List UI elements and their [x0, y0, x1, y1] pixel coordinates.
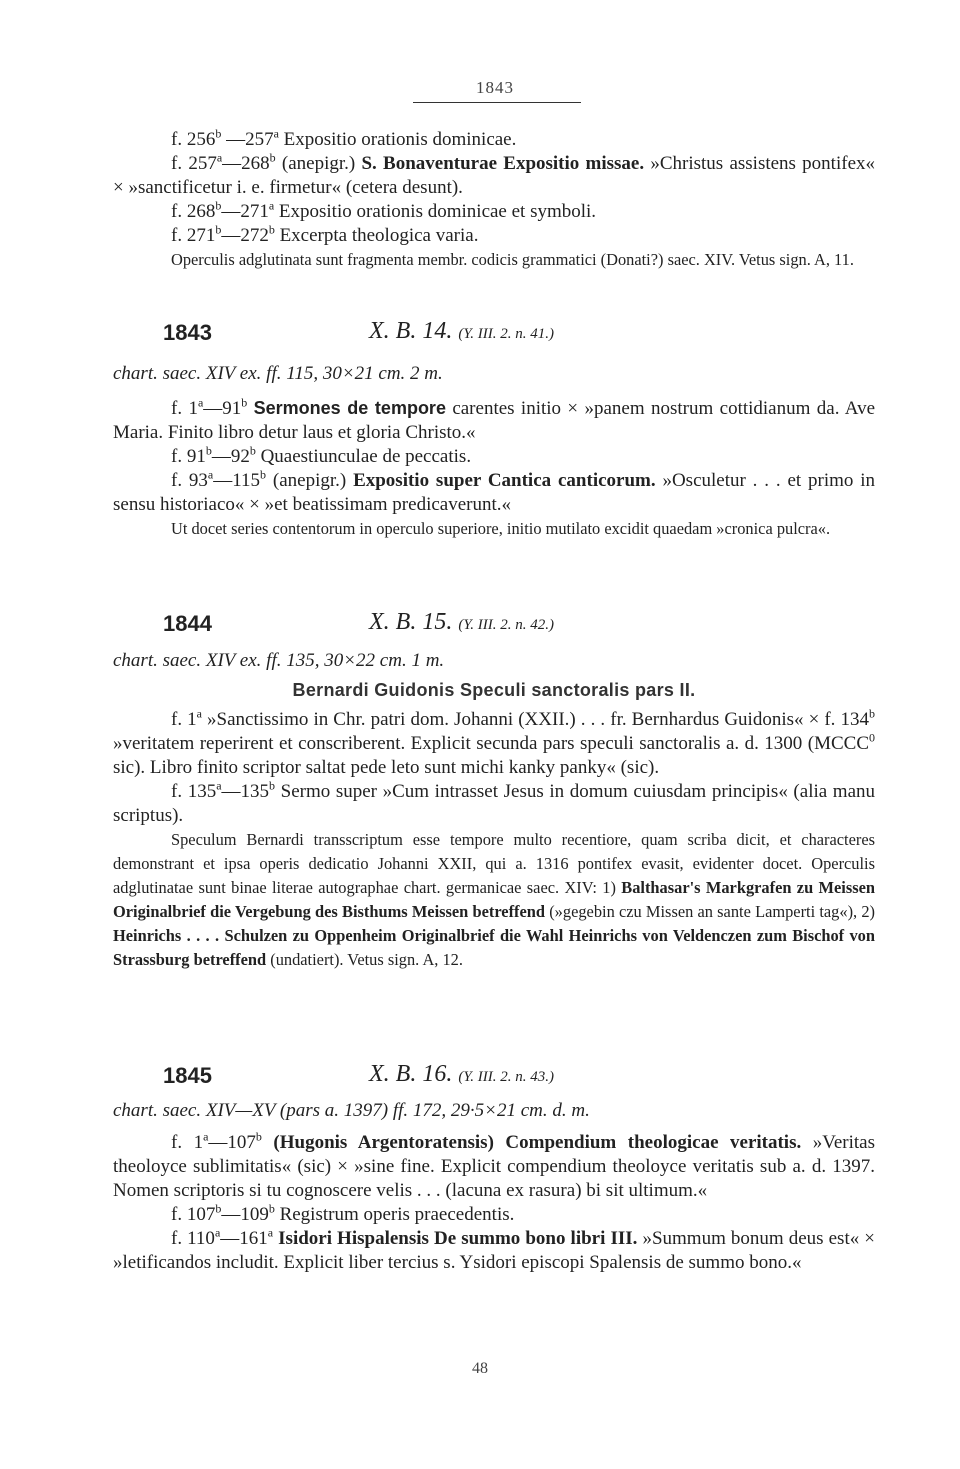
note: Operculis adglutinata sunt fragmenta membr. codicis grammatici (Donati?) saec. XIV. Vetus sign. A, 11. — [171, 250, 854, 269]
entry-contents-1843 — [113, 396, 875, 541]
work-title: Bernardi Guidonis Speculi sanctoralis pars II. — [292, 680, 696, 700]
page-number: 48 — [472, 1360, 488, 1377]
shelfmark: X. B. 15. (Y. III. 2. n. 42.) — [369, 609, 555, 635]
content-line: f. 268$^b$—271$^a$ Expositio orationis dominicae et symboli. — [171, 198, 597, 222]
content-line: f. 256$^b$ —257$^a$ Expositio orationis dominicae. — [171, 126, 517, 150]
content-line: f. 257$^a$—268$^b$ (anepigr.) S. Bonaventurae Expositio missae. »Christus assistens pontifex« × »sanctificetur i. e. firmetur« (cetera desunt). — [113, 150, 875, 198]
content-item: f. 107$^b$—109$^b$ Registrum operis praecedentis. — [171, 1201, 515, 1225]
running-head-rule — [413, 102, 581, 103]
entry-number: 1844 — [163, 611, 212, 636]
physical-description: chart. saec. XIV—XV (pars a. 1397) ff. 172, 29·5×21 cm. d. m. — [113, 1100, 590, 1121]
content-item: f. 93$^a$—115$^b$ (anepigr.) Expositio super Cantica canticorum. »Osculetur . . . et primo in sensu historiaco« × »et beatissimam predicaverunt.« — [113, 467, 875, 515]
content-item: f. 1$^a$ »Sanctissimo in Chr. patri dom. Johanni (XXII.) . . . fr. Bernhardus Guidonis« × f. 134$^b$ »veritatem reperirent et conscriberent. Explicit secunda pars speculi sanctoralis a. d. 1300 (MCCC$^0$ sic). Libro finito scriptor saltat pede leto sunt michi kanky panky« (sic). — [113, 706, 876, 778]
content-item: f. 1$^a$—91$^b$ Sermones de tempore carentes initio × »panem nostrum cottidianum da. Ave Maria. Finito libro detur laus et gloria Christo.« — [113, 395, 876, 443]
shelfmark: X. B. 14. (Y. III. 2. n. 41.) — [369, 318, 555, 344]
content-item: f. 1$^a$—107$^b$ (Hugonis Argentoratensis) Compendium theologicae veritatis. »Veritas theoloyce sublimitatis« (sic) × »sine fine. Explicit compendium theoloyce veritatis sub a. d. 1397. Nomen scriptoris si tu cognoscere velis . . . (lacuna ex rasura) bi sit ultimum.« — [113, 1129, 875, 1201]
physical-description: chart. saec. XIV ex. ff. 115, 30×21 cm. 2 m. — [113, 363, 443, 384]
entry-heading-1843 — [163, 320, 863, 352]
entry-heading-1845 — [163, 1063, 863, 1095]
content-item: f. 110$^a$—161$^a$ Isidori Hispalensis De summo bono libri III. »Summum bonum deus est« × »letificandos includit. Explicit liber tercius s. Ysidori episcopi Spalensis de summo bono.« — [113, 1225, 876, 1273]
entry-heading-1844 — [163, 611, 863, 643]
previous-entry-continuation — [113, 128, 875, 272]
running-head: 1843 — [476, 78, 514, 97]
entry-contents-1844 — [113, 708, 875, 972]
entry-number: 1843 — [163, 320, 212, 345]
content-item: f. 135$^a$—135$^b$ Sermo super »Cum intrasset Jesus in domum cuiusdam principis« (alia manu scriptus). — [113, 778, 876, 826]
content-item: f. 91$^b$—92$^b$ Quaestiunculae de peccatis. — [171, 443, 472, 467]
content-line: f. 271$^b$—272$^b$ Excerpta theologica varia. — [171, 222, 479, 246]
entry-contents-1845 — [113, 1131, 875, 1275]
shelfmark: X. B. 16. (Y. III. 2. n. 43.) — [369, 1061, 555, 1087]
note: Speculum Bernardi transscriptum esse tempore multo recentiore, quam scriba dicit, et characteres demonstrant et ipsa operis dedicatio Johanni XXII, qui a. 1316 pontifex evasit, evidenter docet. Operculis adglutinatae sunt binae literae autographae chart. germanicae saec. XIV: 1) Balthasar's Markgrafen zu Meissen Originalbrief die Vergebung des Bisthums Meissen betreffend (»gegebin czu Missen an sante Lamperti tag«), 2) Heinrichs . . . . Schulzen zu Oppenheim Originalbrief die Wahl Heinrichs von Veldenczen zum Bischof von Strassburg betreffend (undatiert). Vetus sign. A, 12. — [113, 830, 875, 969]
note: Ut docet series contentorum in operculo superiore, initio mutilato excidit quaedam »cronica pulcra«. — [171, 519, 831, 538]
entry-number: 1845 — [163, 1063, 212, 1088]
physical-description: chart. saec. XIV ex. ff. 135, 30×22 cm. 1 m. — [113, 650, 445, 671]
